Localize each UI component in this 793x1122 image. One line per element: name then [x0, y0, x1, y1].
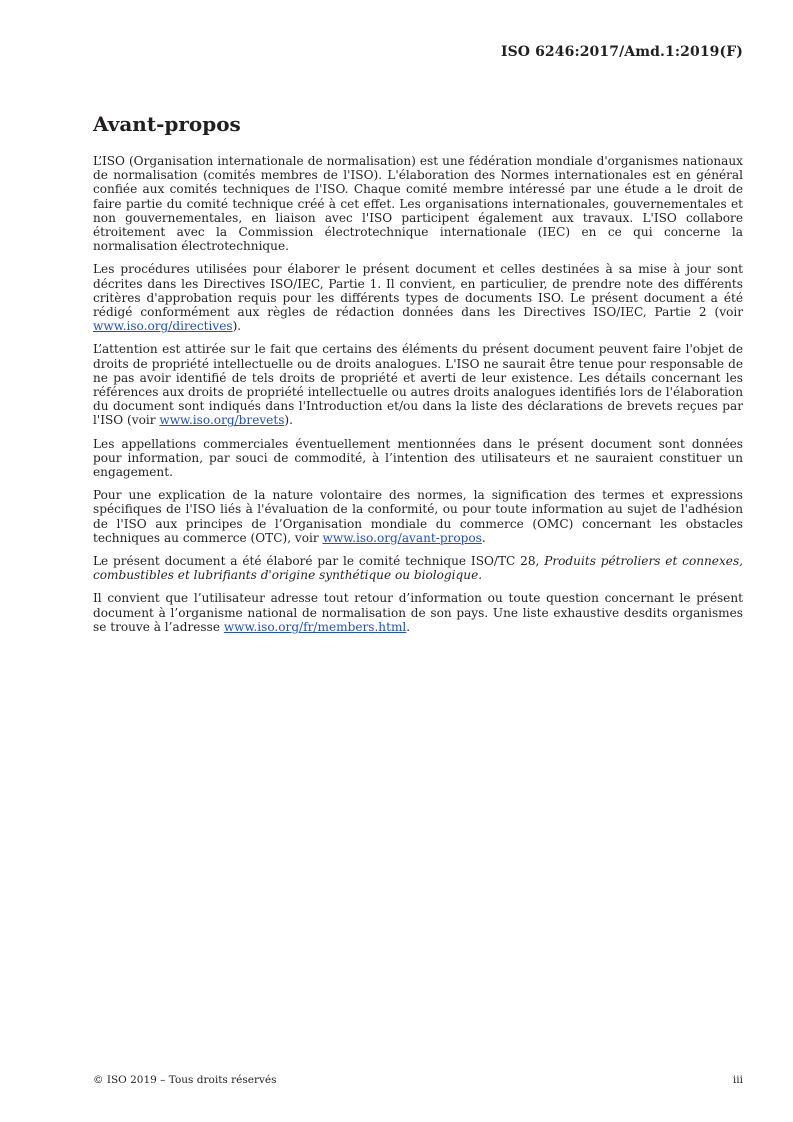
paragraph-text: Il convient que l’utilisateur adresse tout retour d’information ou toute question concernant le présent document à l’organisme national de normalisation de son pays. Une liste exhaustive desdits organismes se trouve à l’adresse [93, 591, 743, 634]
paragraph-trade-names: Les appellations commerciales éventuellement mentionnées dans le présent document sont données pour information, par souci de commodité, à l’intention des utilisateurs et ne sauraient constituer un engagement. [93, 436, 743, 480]
paragraph-patents [93, 342, 743, 427]
paragraph-end: ). [232, 319, 242, 334]
paragraph-text: Pour une explication de la nature volontaire des normes, la signification des termes et expressions spécifiques de l'ISO liés à l'évaluation de la conformité, ou pour toute information au sujet de l'adhésion de l'ISO aux principes de l’Organisation mondiale du commerce (OMC) concernant les obstacles techniques au commerce (OTC), voir [93, 488, 743, 545]
page-footer [93, 1074, 743, 1086]
copyright-notice: © ISO 2019 – Tous droits réservés [93, 1074, 277, 1086]
paragraph-voluntary-nature [93, 488, 743, 545]
link-directives[interactable]: www.iso.org/directives [93, 319, 233, 334]
paragraph-committee [93, 554, 743, 582]
committee-title: Produits pétroliers et connexes, combustibles et lubrifiants d'origine synthétique ou biologique. [93, 554, 743, 583]
paragraph-end: . [481, 530, 486, 545]
document-identifier: ISO 6246:2017/Amd.1:2019(F) [500, 44, 743, 60]
foreword-body [93, 154, 743, 643]
paragraph-iso-organisation: L’ISO (Organisation internationale de normalisation) est une fédération mondiale d'organismes nationaux de normalisation (comités membres de l'ISO). L'élaboration des Normes internationales est en général confiée aux comités techniques de l'ISO. Chaque comité membre intéressé par une étude a le droit de faire partie du comité technique créé à cet effet. Les organisations internationales, gouvernementales et non gouvernementales, en liaison avec l'ISO participent également aux travaux. L'ISO collabore étroitement avec la Commission électrotechnique internationale (IEC) en ce qui concerne la normalisation électrotechnique. [93, 154, 743, 254]
link-avant-propos[interactable]: www.iso.org/avant-propos [322, 530, 482, 545]
link-members[interactable]: www.iso.org/fr/members.html [223, 619, 407, 634]
paragraph-end: ). [284, 413, 293, 428]
paragraph-text: L’attention est attirée sur le fait que certains des éléments du présent document peuvent faire l'objet de droits de propriété intellectuelle ou de droits analogues. L'ISO ne saurait être tenue pour responsable de ne pas avoir identifié de tels droits de propriété et averti de leur existence. Les détails concernant les références aux droits de propriété intellectuelle ou autres droits analogues identifiés lors de l'élaboration du document sont indiqués dans l'Introduction et/ou dans la liste des déclarations de brevets reçues par l'ISO (voir [93, 342, 743, 428]
page-title: Avant-propos [93, 112, 241, 136]
paragraph-text: Le présent document a été élaboré par le comité technique ISO/TC 28, [93, 554, 545, 569]
paragraph-text: Les procédures utilisées pour élaborer le présent document et celles destinées à sa mise à jour sont décrites dans les Directives ISO/IEC, Partie 1. Il convient, en particulier, de prendre note des différents critères d'approbation requis pour les différents types de documents ISO. Le présent document a été rédigé conformément aux règles de rédaction données dans les Directives ISO/IEC, Partie 2 (voir [93, 262, 743, 320]
paragraph-feedback [93, 591, 743, 634]
paragraph-end: . [406, 619, 411, 634]
page-number: iii [732, 1074, 743, 1086]
paragraph-procedures [93, 262, 743, 333]
link-brevets[interactable]: www.iso.org/brevets [159, 413, 285, 428]
